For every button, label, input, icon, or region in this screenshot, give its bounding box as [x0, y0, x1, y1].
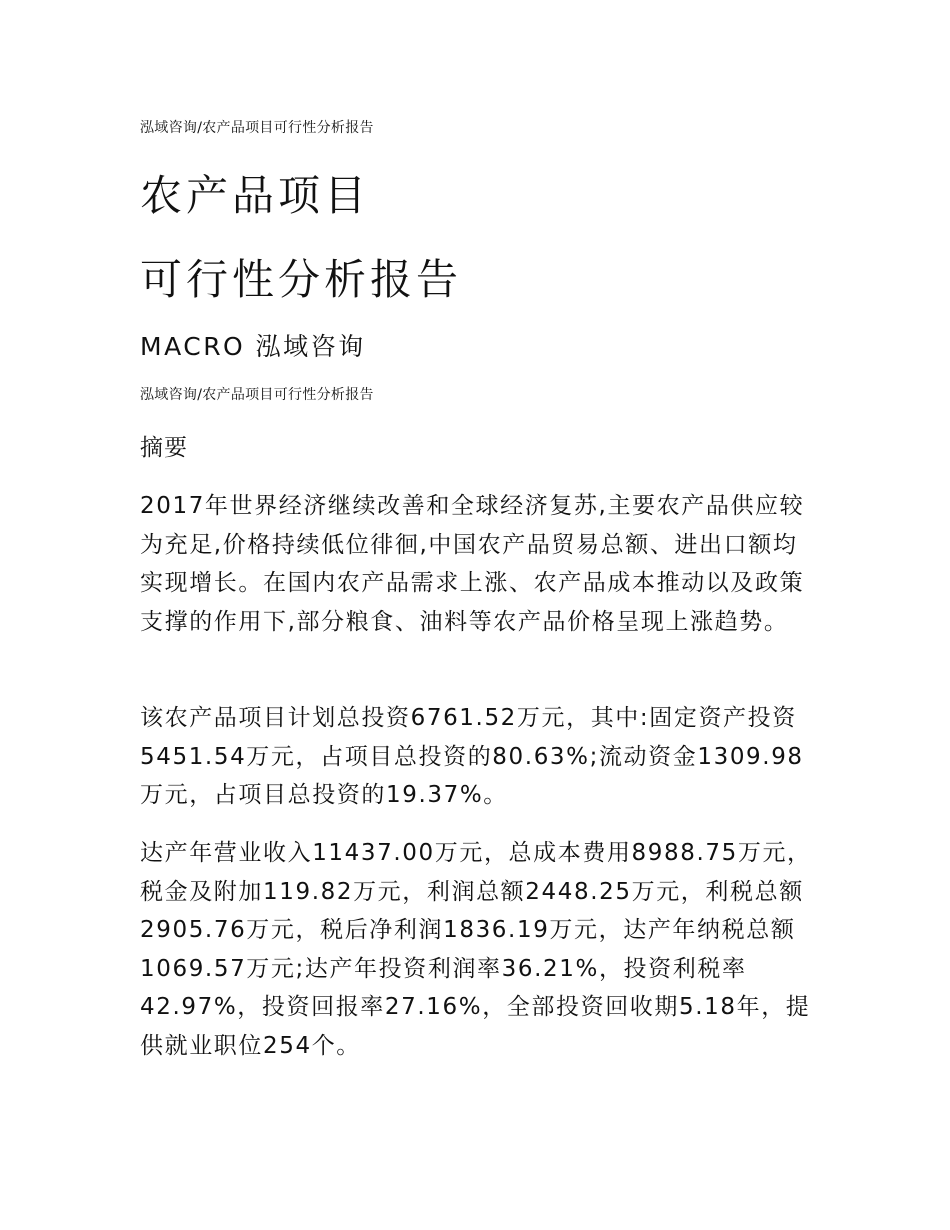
document-title-line-2: 可行性分析报告 — [140, 255, 463, 304]
running-header: 泓域咨询/农产品项目可行性分析报告 — [140, 120, 374, 136]
abstract-paragraph-1: 2017年世界经济继续改善和全球经济复苏,主要农产品供应较为充足,价格持续低位徘徊,中国农产品贸易总额、进出口额均实现增长。在国内农产品需求上涨、农产品成本推动以及政策支撑的作用下,部分粮食、油料等农产品价格呈现上涨趋势。 — [140, 493, 805, 635]
abstract-heading: 摘要 — [140, 435, 188, 461]
document-title-line-1: 农产品项目 — [140, 171, 371, 220]
abstract-paragraph-3: 达产年营业收入11437.00万元，总成本费用8988.75万元，税金及附加119.82万元，利润总额2448.25万元，利税总额2905.76万元，税后净利润1836.19万元，达产年纳税总额1069.57万元;达产年投资利润率36.21%，投资利税率42.97%，投资回报率27.16%，全部投资回收期5.18年，提供就业职位254个。 — [140, 840, 812, 1059]
abstract-paragraph-2: 该农产品项目计划总投资6761.52万元，其中:固定资产投资5451.54万元，占项目总投资的80.63%;流动资金1309.98万元，占项目总投资的19.37%。 — [140, 705, 804, 808]
running-header-secondary: 泓域咨询/农产品项目可行性分析报告 — [140, 387, 374, 403]
brand-name: MACRO 泓域咨询 — [140, 332, 366, 361]
